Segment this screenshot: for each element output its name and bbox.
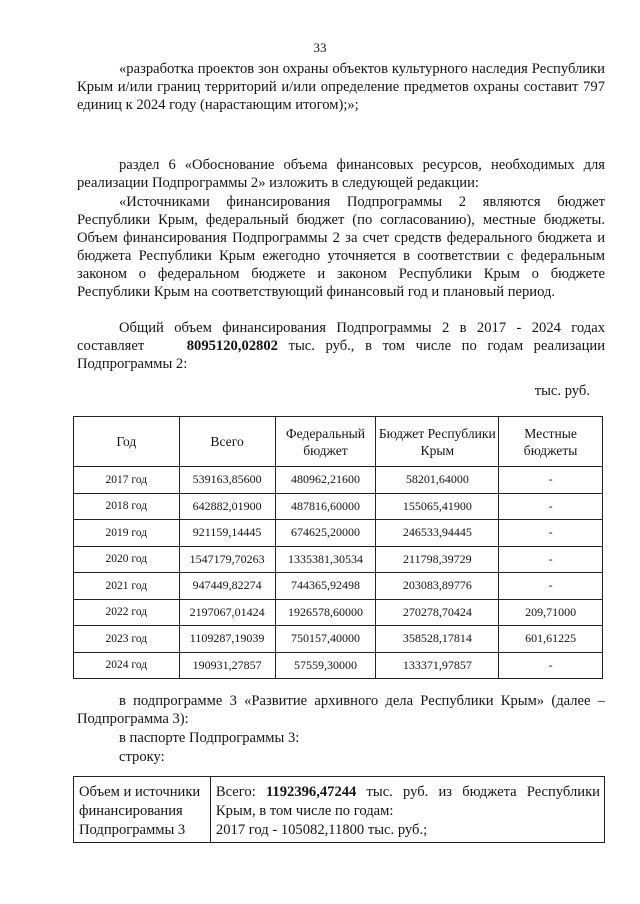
cell-federal: 750157,40000 <box>275 626 376 653</box>
total-paragraph <box>77 319 605 373</box>
passport-row <box>74 777 605 843</box>
unit-label: тыс. руб. <box>534 383 590 399</box>
cell-crimea: 246533,94445 <box>376 520 499 547</box>
cell-local: 601,61225 <box>499 626 603 653</box>
table-row <box>74 467 603 494</box>
passport-paragraph: в паспорте Подпрограммы 3: <box>119 730 300 746</box>
cell-total: 1547179,70263 <box>179 546 275 573</box>
table-row <box>74 546 603 573</box>
total-text-after: тыс. руб., в том числе по годам реализации Подпрограммы 2: <box>77 338 606 372</box>
passport-row-label: Объем и источники финансирования Подпрограммы 3 <box>74 777 211 843</box>
cell-total: 190931,27857 <box>179 652 275 679</box>
header-federal: Федеральный бюджет <box>275 417 376 467</box>
cell-total: 947449,82274 <box>179 573 275 600</box>
cell-year: 2017 год <box>74 467 180 494</box>
header-local: Местные бюджеты <box>499 417 603 467</box>
financing-table <box>73 416 603 679</box>
table-row <box>74 573 603 600</box>
cell-crimea: 133371,97857 <box>376 652 499 679</box>
cell-local: - <box>499 493 603 520</box>
cell-federal: 480962,21600 <box>275 467 376 494</box>
cell-federal: 744365,92498 <box>275 573 376 600</box>
cell-local: - <box>499 573 603 600</box>
table-row <box>74 493 603 520</box>
header-total: Всего <box>179 417 275 467</box>
cell-local: - <box>499 652 603 679</box>
total-amount: 8095120,02802 <box>186 338 278 354</box>
cell-year: 2018 год <box>74 493 180 520</box>
table-header-row <box>74 417 603 467</box>
header-crimea: Бюджет Республики Крым <box>376 417 499 467</box>
cell-federal: 674625,20000 <box>275 520 376 547</box>
passport-row-table <box>73 776 605 843</box>
cell-total: 642882,01900 <box>179 493 275 520</box>
table-body <box>74 467 603 679</box>
passport-total-amount: 1192396,47244 <box>265 784 357 800</box>
section6-paragraph: раздел 6 «Обоснование объема финансовых ресурсов, необходимых для реализации Подпрограммы 2» изложить в следующей редакции: <box>77 157 605 191</box>
passport-year-2017: 2017 год - 105082,11800 тыс. руб.; <box>215 822 428 838</box>
header-year: Год <box>74 417 180 467</box>
cell-local: - <box>499 546 603 573</box>
cell-federal: 57559,30000 <box>275 652 376 679</box>
cell-crimea: 58201,64000 <box>376 467 499 494</box>
page-number: 33 <box>313 40 327 55</box>
cell-local: - <box>499 467 603 494</box>
passport-row-value <box>210 777 604 843</box>
table-row <box>74 652 603 679</box>
cell-federal: 1926578,60000 <box>275 599 376 626</box>
cell-total: 921159,14445 <box>179 520 275 547</box>
passport-total-label: Всего: <box>215 784 256 800</box>
cell-year: 2022 год <box>74 599 180 626</box>
cell-year: 2019 год <box>74 520 180 547</box>
line-paragraph: строку: <box>119 749 165 765</box>
sources-paragraph: «Источниками финансирования Подпрограммы 2 являются бюджет Республики Крым, федеральный бюджет (по согласованию), местные бюджеты. Объем финансирования Подпрограммы 2 за счет средств федерального бюджета и бюджета Республики Крым ежегодно уточняется в соответствии с федеральным законом о федеральном бюджете и законом Республики Крым о бюджете Республики Крым на соответствующий финансовый год и плановый период. <box>77 194 605 300</box>
total-text-before: Общий объем финансирования Подпрограммы 2 в 2017 - 2024 годах составляет <box>77 320 605 354</box>
cell-federal: 487816,60000 <box>275 493 376 520</box>
table-row <box>74 626 603 653</box>
cell-local: 209,71000 <box>499 599 603 626</box>
cell-year: 2021 год <box>74 573 180 600</box>
subprogram3-paragraph: в подпрограмме 3 «Развитие архивного дела Республики Крым» (далее – Подпрограмма 3): <box>77 693 605 727</box>
cell-federal: 1335381,30534 <box>275 546 376 573</box>
cell-crimea: 270278,70424 <box>376 599 499 626</box>
table-row <box>74 520 603 547</box>
cell-total: 539163,85600 <box>179 467 275 494</box>
cell-crimea: 203083,89776 <box>376 573 499 600</box>
quote-tail-paragraph: «разработка проектов зон охраны объектов культурного наследия Республики Крым и/или границ территорий и/или определение предметов охраны составит 797 единиц к 2024 году (нарастающим итогом);»; <box>77 61 605 113</box>
cell-year: 2024 год <box>74 652 180 679</box>
cell-crimea: 211798,39729 <box>376 546 499 573</box>
cell-local: - <box>499 520 603 547</box>
cell-crimea: 155065,41900 <box>376 493 499 520</box>
cell-total: 2197067,01424 <box>179 599 275 626</box>
cell-total: 1109287,19039 <box>179 626 275 653</box>
cell-year: 2023 год <box>74 626 180 653</box>
cell-year: 2020 год <box>74 546 180 573</box>
table-row <box>74 599 603 626</box>
cell-crimea: 358528,17814 <box>376 626 499 653</box>
passport-total-suffix: тыс. руб. из бюджета Республики Крым, в том числе по годам: <box>215 784 600 819</box>
